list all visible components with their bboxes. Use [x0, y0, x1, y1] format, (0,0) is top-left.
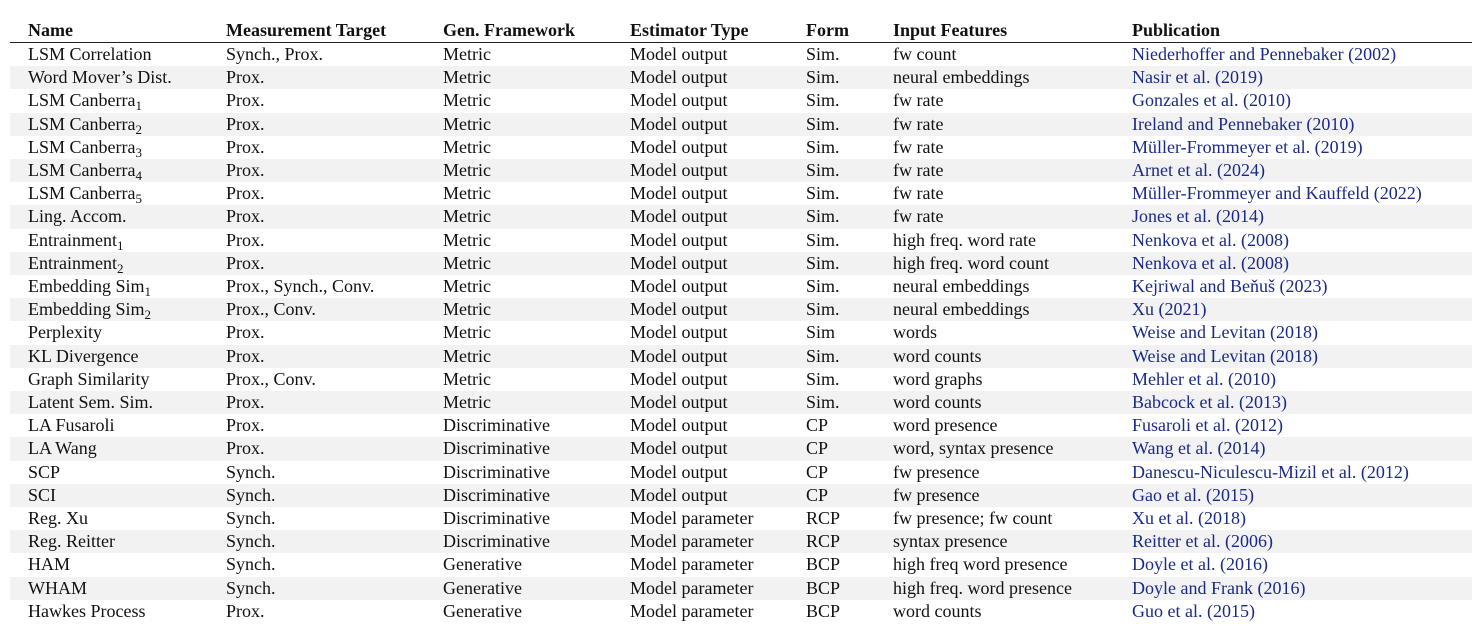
method-subscript: 1 — [116, 237, 124, 252]
method-subscript: 4 — [135, 168, 142, 183]
publication-link[interactable]: Xu et al. (2018) — [1114, 507, 1472, 530]
cell-name — [10, 345, 208, 368]
method-name: Embedding Sim — [28, 276, 145, 297]
method-name: Embedding Sim — [28, 299, 145, 320]
cell-name — [10, 182, 208, 205]
cell-gen-framework: Metric — [425, 113, 612, 136]
cell-measurement-target: Prox. — [208, 321, 425, 344]
publication-link[interactable]: Xu (2021) — [1114, 298, 1472, 321]
method-name: Perplexity — [28, 322, 102, 343]
cell-measurement-target: Prox. — [208, 66, 425, 89]
cell-input-features: high freq word presence — [875, 553, 1114, 576]
publication-link[interactable]: Kejriwal and Beňuš (2023) — [1114, 275, 1472, 298]
cell-estimator-type: Model output — [612, 182, 788, 205]
cell-measurement-target: Prox. — [208, 345, 425, 368]
cell-name — [10, 113, 208, 136]
table-row — [10, 461, 1472, 484]
table-row — [10, 345, 1472, 368]
publication-link[interactable]: Müller-Frommeyer and Kauffeld (2022) — [1114, 182, 1472, 205]
cell-gen-framework: Discriminative — [425, 461, 612, 484]
table-row — [10, 66, 1472, 89]
cell-form: Sim. — [788, 345, 875, 368]
publication-link[interactable]: Doyle and Frank (2016) — [1114, 577, 1472, 600]
cell-measurement-target: Prox. — [208, 159, 425, 182]
method-name: SCI — [28, 484, 57, 505]
header-input-features: Input Features — [875, 18, 1114, 43]
header-estimator-type: Estimator Type — [612, 18, 788, 43]
cell-gen-framework: Generative — [425, 553, 612, 576]
publication-link[interactable]: Danescu-Niculescu-Mizil et al. (2012) — [1114, 461, 1472, 484]
header-gen-framework: Gen. Framework — [425, 18, 612, 43]
cell-gen-framework: Metric — [425, 391, 612, 414]
method-name: LSM Canberra — [28, 160, 136, 181]
cell-name — [10, 89, 208, 112]
cell-name — [10, 43, 208, 67]
cell-form: Sim. — [788, 252, 875, 275]
method-name: Reg. Xu — [28, 508, 88, 529]
cell-input-features: fw rate — [875, 182, 1114, 205]
table-row — [10, 182, 1472, 205]
cell-measurement-target: Prox. — [208, 136, 425, 159]
publication-link[interactable]: Fusaroli et al. (2012) — [1114, 414, 1472, 437]
cell-input-features: word counts — [875, 391, 1114, 414]
cell-measurement-target: Prox. — [208, 205, 425, 228]
cell-measurement-target: Prox. — [208, 229, 425, 252]
cell-gen-framework: Discriminative — [425, 437, 612, 460]
publication-link[interactable]: Nenkova et al. (2008) — [1114, 229, 1472, 252]
table-row — [10, 275, 1472, 298]
cell-estimator-type: Model output — [612, 437, 788, 460]
method-subscript: 2 — [135, 121, 142, 136]
cell-measurement-target: Prox., Synch., Conv. — [208, 275, 425, 298]
cell-name — [10, 600, 208, 623]
table-body — [10, 43, 1472, 624]
cell-form: BCP — [788, 577, 875, 600]
cell-gen-framework: Discriminative — [425, 484, 612, 507]
method-subscript: 3 — [135, 144, 142, 160]
cell-input-features: neural embeddings — [875, 275, 1114, 298]
table-row — [10, 89, 1472, 112]
cell-estimator-type: Model output — [612, 43, 788, 67]
method-subscript: 2 — [144, 307, 151, 322]
method-name: Entrainment — [28, 229, 117, 250]
cell-gen-framework: Discriminative — [425, 530, 612, 553]
method-name: HAM — [28, 554, 71, 575]
cell-gen-framework: Metric — [425, 159, 612, 182]
cell-name — [10, 530, 208, 553]
table-row — [10, 368, 1472, 391]
cell-estimator-type: Model output — [612, 66, 788, 89]
cell-estimator-type: Model output — [612, 159, 788, 182]
cell-estimator-type: Model parameter — [612, 553, 788, 576]
cell-form: Sim. — [788, 113, 875, 136]
cell-estimator-type: Model parameter — [612, 507, 788, 530]
cell-measurement-target: Prox., Conv. — [208, 368, 425, 391]
table-row — [10, 159, 1472, 182]
cell-input-features: high freq. word presence — [875, 577, 1114, 600]
cell-form: Sim. — [788, 89, 875, 112]
publication-link[interactable]: Niederhoffer and Pennebaker (2002) — [1114, 43, 1472, 67]
table-row — [10, 437, 1472, 460]
method-name: LSM Canberra — [28, 136, 136, 157]
table-row — [10, 600, 1472, 623]
cell-name — [10, 484, 208, 507]
cell-name — [10, 298, 208, 321]
cell-input-features: high freq. word rate — [875, 229, 1114, 252]
cell-form: Sim. — [788, 136, 875, 159]
cell-name — [10, 159, 208, 182]
cell-measurement-target: Prox. — [208, 113, 425, 136]
cell-input-features: fw count — [875, 43, 1114, 67]
cell-name — [10, 205, 208, 228]
publication-link[interactable]: Guo et al. (2015) — [1114, 600, 1472, 623]
table-row — [10, 298, 1472, 321]
cell-input-features: fw presence — [875, 461, 1114, 484]
table-row — [10, 553, 1472, 576]
cell-gen-framework: Metric — [425, 136, 612, 159]
cell-input-features: word, syntax presence — [875, 437, 1114, 460]
cell-input-features: fw presence — [875, 484, 1114, 507]
table-row — [10, 530, 1472, 553]
cell-estimator-type: Model output — [612, 229, 788, 252]
cell-name — [10, 391, 208, 414]
method-name: Entrainment — [28, 252, 117, 273]
cell-measurement-target: Prox. — [208, 89, 425, 112]
cell-measurement-target: Prox. — [208, 182, 425, 205]
cell-form: BCP — [788, 553, 875, 576]
cell-input-features: fw rate — [875, 136, 1114, 159]
table-header — [10, 18, 1472, 43]
cell-estimator-type: Model parameter — [612, 600, 788, 623]
header-form: Form — [788, 18, 875, 43]
table-row — [10, 205, 1472, 228]
publication-link[interactable]: Nasir et al. (2019) — [1114, 66, 1472, 89]
cell-form: Sim. — [788, 159, 875, 182]
cell-measurement-target: Synch. — [208, 553, 425, 576]
cell-name — [10, 252, 208, 275]
cell-estimator-type: Model output — [612, 252, 788, 275]
cell-input-features: word presence — [875, 414, 1114, 437]
cell-measurement-target: Prox. — [208, 600, 425, 623]
cell-name — [10, 437, 208, 460]
method-name: Word Mover’s Dist. — [28, 67, 172, 88]
cell-name — [10, 507, 208, 530]
cell-form: Sim. — [788, 368, 875, 391]
table-row — [10, 229, 1472, 252]
publication-link[interactable]: Weise and Levitan (2018) — [1114, 345, 1472, 368]
cell-gen-framework: Metric — [425, 89, 612, 112]
cell-gen-framework: Metric — [425, 229, 612, 252]
cell-measurement-target: Synch. — [208, 577, 425, 600]
method-name: LSM Canberra — [28, 90, 136, 111]
method-name: LSM Canberra — [28, 113, 136, 134]
cell-form: Sim. — [788, 43, 875, 67]
method-name: KL Divergence — [28, 345, 139, 366]
cell-estimator-type: Model output — [612, 461, 788, 484]
cell-form: Sim. — [788, 391, 875, 414]
method-name: Hawkes Process — [28, 600, 146, 621]
cell-estimator-type: Model output — [612, 414, 788, 437]
publication-link[interactable]: Doyle et al. (2016) — [1114, 553, 1472, 576]
publication-link[interactable]: Ireland and Pennebaker (2010) — [1114, 113, 1472, 136]
table-row — [10, 252, 1472, 275]
table-row — [10, 414, 1472, 437]
cell-estimator-type: Model output — [612, 275, 788, 298]
cell-input-features: syntax presence — [875, 530, 1114, 553]
method-name: Ling. Accom. — [28, 206, 127, 227]
cell-estimator-type: Model parameter — [612, 530, 788, 553]
publication-link[interactable]: Reitter et al. (2006) — [1114, 530, 1472, 553]
method-subscript: 1 — [144, 284, 151, 299]
cell-gen-framework: Metric — [425, 182, 612, 205]
cell-name — [10, 136, 208, 159]
table-row — [10, 113, 1472, 136]
cell-form: RCP — [788, 530, 875, 553]
cell-estimator-type: Model output — [612, 205, 788, 228]
cell-name — [10, 275, 208, 298]
cell-name — [10, 577, 208, 600]
cell-form: CP — [788, 437, 875, 460]
method-name: Latent Sem. Sim. — [28, 392, 153, 413]
cell-form: Sim — [788, 321, 875, 344]
cell-gen-framework: Metric — [425, 43, 612, 67]
cell-name — [10, 414, 208, 437]
cell-estimator-type: Model output — [612, 321, 788, 344]
cell-input-features: fw rate — [875, 205, 1114, 228]
cell-estimator-type: Model output — [612, 298, 788, 321]
table-row — [10, 484, 1472, 507]
cell-form: Sim. — [788, 205, 875, 228]
cell-gen-framework: Generative — [425, 600, 612, 623]
publication-link[interactable]: Gao et al. (2015) — [1114, 484, 1472, 507]
cell-form: Sim. — [788, 182, 875, 205]
method-name: LSM Correlation — [28, 44, 152, 64]
cell-measurement-target: Synch., Prox. — [208, 43, 425, 67]
cell-estimator-type: Model output — [612, 484, 788, 507]
cell-name — [10, 321, 208, 344]
cell-measurement-target: Synch. — [208, 484, 425, 507]
table-row — [10, 321, 1472, 344]
cell-input-features: high freq. word count — [875, 252, 1114, 275]
publication-link[interactable]: Wang et al. (2014) — [1114, 437, 1472, 460]
cell-gen-framework: Metric — [425, 298, 612, 321]
cell-gen-framework: Metric — [425, 66, 612, 89]
publication-link[interactable]: Gonzales et al. (2010) — [1114, 89, 1472, 112]
cell-gen-framework: Discriminative — [425, 507, 612, 530]
method-name: LA Fusaroli — [28, 415, 115, 436]
cell-estimator-type: Model output — [612, 391, 788, 414]
cell-form: CP — [788, 484, 875, 507]
cell-gen-framework: Metric — [425, 321, 612, 344]
cell-input-features: words — [875, 321, 1114, 344]
cell-measurement-target: Synch. — [208, 507, 425, 530]
method-subscript: 5 — [135, 191, 142, 206]
method-name: WHAM — [28, 577, 87, 598]
cell-form: Sim. — [788, 275, 875, 298]
cell-input-features: fw presence; fw count — [875, 507, 1114, 530]
cell-measurement-target: Prox., Conv. — [208, 298, 425, 321]
publication-link[interactable]: Mehler et al. (2010) — [1114, 368, 1472, 391]
table-row — [10, 507, 1472, 530]
cell-estimator-type: Model output — [612, 368, 788, 391]
alignment-measures-table — [10, 18, 1472, 623]
cell-input-features: word counts — [875, 600, 1114, 623]
table-row — [10, 391, 1472, 414]
cell-name — [10, 229, 208, 252]
publication-link[interactable]: Nenkova et al. (2008) — [1114, 252, 1472, 275]
cell-form: Sim. — [788, 229, 875, 252]
cell-gen-framework: Generative — [425, 577, 612, 600]
table-row — [10, 136, 1472, 159]
cell-measurement-target: Prox. — [208, 414, 425, 437]
cell-measurement-target: Synch. — [208, 461, 425, 484]
cell-measurement-target: Prox. — [208, 391, 425, 414]
cell-form: Sim. — [788, 66, 875, 89]
method-name: Reg. Reitter — [28, 531, 115, 552]
cell-name — [10, 368, 208, 391]
table-row — [10, 43, 1472, 67]
cell-input-features: word counts — [875, 345, 1114, 368]
cell-estimator-type: Model output — [612, 89, 788, 112]
cell-input-features: word graphs — [875, 368, 1114, 391]
cell-gen-framework: Metric — [425, 275, 612, 298]
cell-name — [10, 553, 208, 576]
table-row — [10, 577, 1472, 600]
publication-link[interactable]: Arnet et al. (2024) — [1114, 159, 1472, 182]
cell-gen-framework: Metric — [425, 205, 612, 228]
cell-form: CP — [788, 414, 875, 437]
header-measurement-target: Measurement Target — [208, 18, 425, 43]
cell-estimator-type: Model output — [612, 136, 788, 159]
cell-name — [10, 461, 208, 484]
cell-gen-framework: Metric — [425, 345, 612, 368]
cell-gen-framework: Discriminative — [425, 414, 612, 437]
cell-input-features: neural embeddings — [875, 66, 1114, 89]
cell-measurement-target: Synch. — [208, 530, 425, 553]
cell-measurement-target: Prox. — [208, 437, 425, 460]
cell-estimator-type: Model output — [612, 113, 788, 136]
cell-form: CP — [788, 461, 875, 484]
cell-estimator-type: Model output — [612, 345, 788, 368]
publication-link[interactable]: Müller-Frommeyer et al. (2019) — [1114, 136, 1472, 159]
cell-form: BCP — [788, 600, 875, 623]
header-publication: Publication — [1114, 18, 1472, 43]
cell-name — [10, 66, 208, 89]
method-name: Graph Similarity — [28, 368, 150, 389]
publication-link[interactable]: Babcock et al. (2013) — [1114, 391, 1472, 414]
cell-estimator-type: Model parameter — [612, 577, 788, 600]
method-name: LSM Canberra — [28, 183, 136, 204]
header-name: Name — [10, 18, 208, 43]
cell-input-features: fw rate — [875, 89, 1114, 112]
method-subscript: 1 — [135, 98, 142, 113]
cell-form: RCP — [788, 507, 875, 530]
publication-link[interactable]: Jones et al. (2014) — [1114, 205, 1472, 228]
cell-input-features: fw rate — [875, 159, 1114, 182]
cell-gen-framework: Metric — [425, 252, 612, 275]
publication-link[interactable]: Weise and Levitan (2018) — [1114, 321, 1472, 344]
cell-input-features: fw rate — [875, 113, 1114, 136]
cell-input-features: neural embeddings — [875, 298, 1114, 321]
method-subscript: 2 — [116, 260, 124, 276]
cell-measurement-target: Prox. — [208, 252, 425, 275]
header-row — [10, 18, 1472, 43]
cell-gen-framework: Metric — [425, 368, 612, 391]
cell-form: Sim. — [788, 298, 875, 321]
method-name: SCP — [28, 461, 61, 482]
method-name: LA Wang — [28, 438, 97, 459]
